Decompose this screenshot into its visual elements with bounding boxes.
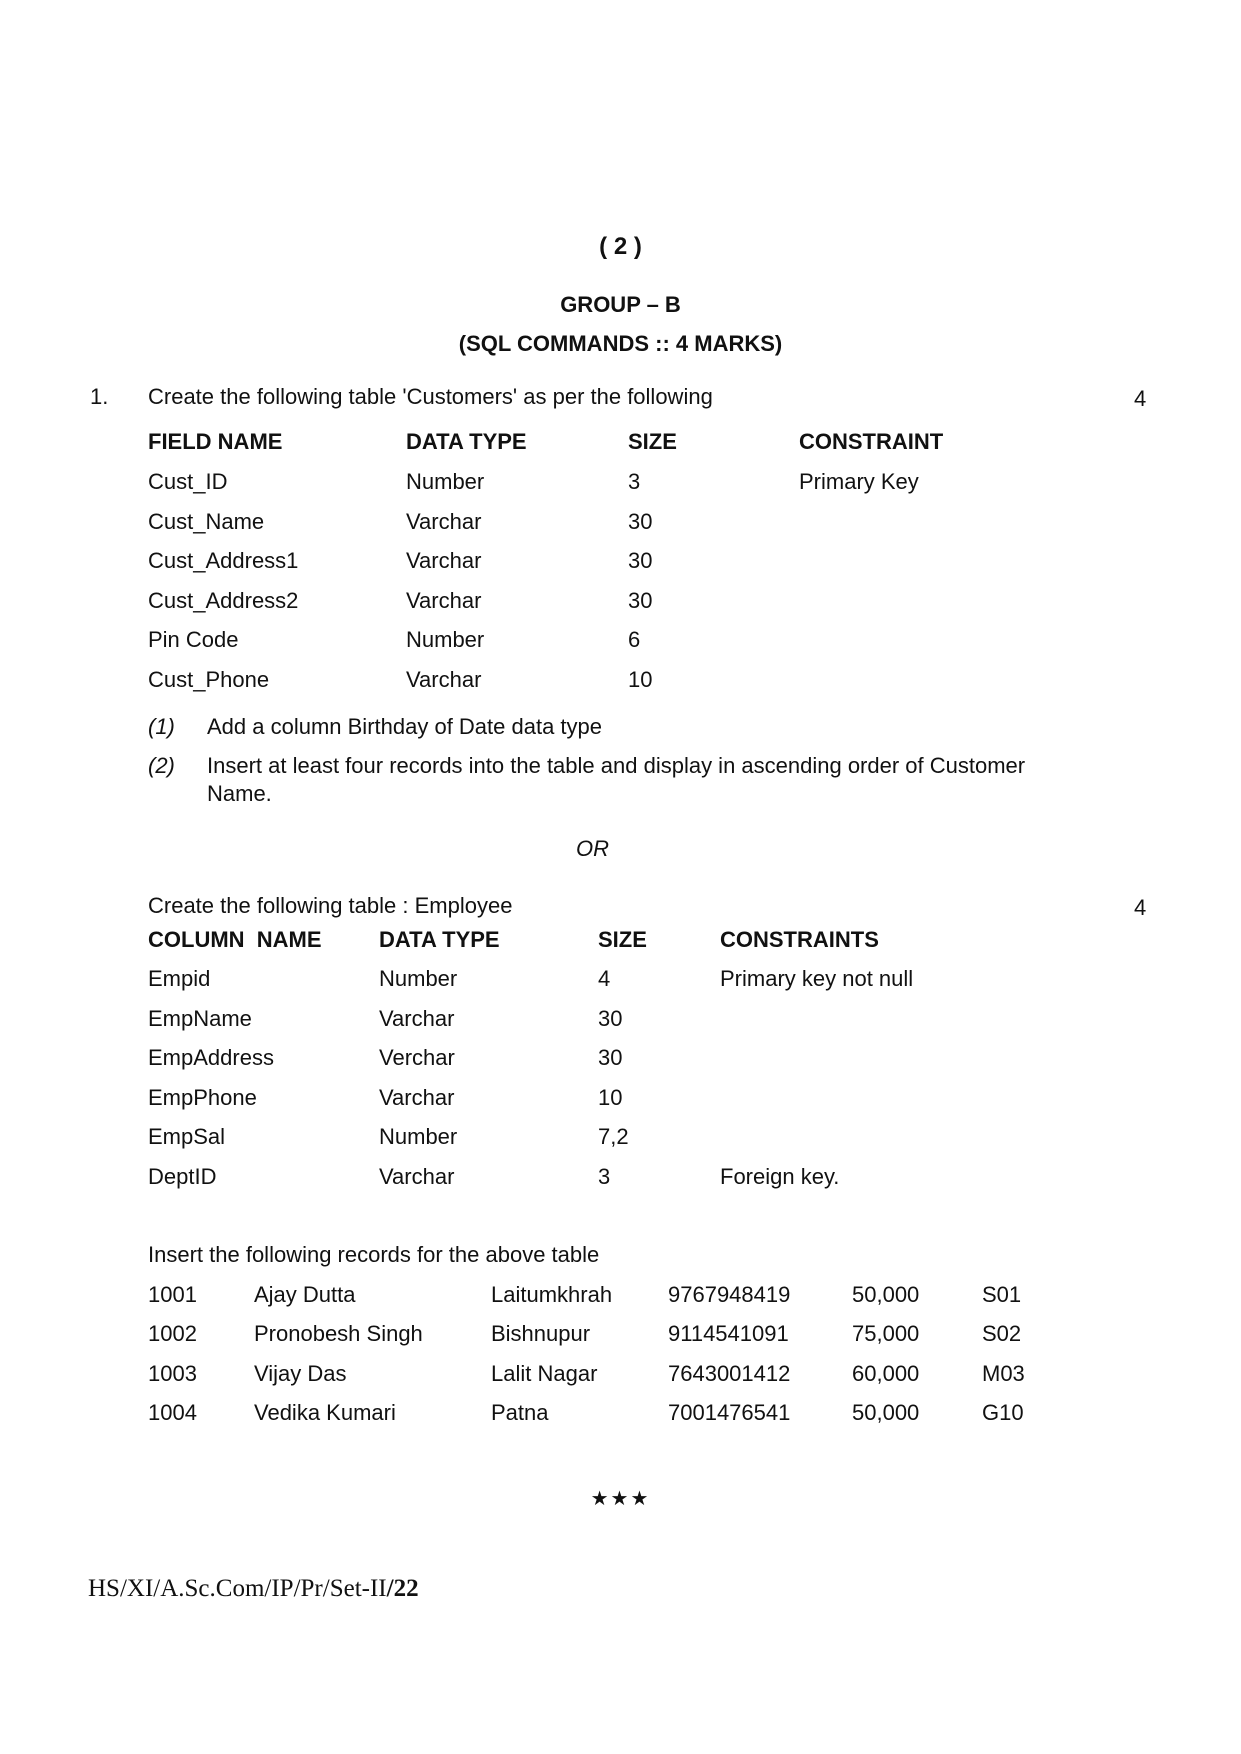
footer-code xyxy=(88,1575,419,1603)
table-header: DATA TYPE xyxy=(406,429,527,454)
table-cell: Primary key not null xyxy=(720,966,914,991)
table-header: SIZE xyxy=(628,429,677,454)
table-cell: 1003 xyxy=(148,1361,197,1386)
table-cell: Patna xyxy=(491,1400,549,1425)
table-cell: Empid xyxy=(148,966,211,991)
table-cell: 60,000 xyxy=(852,1361,920,1386)
table-cell: Lalit Nagar xyxy=(491,1361,598,1386)
table-cell: Varchar xyxy=(379,1164,455,1189)
table-cell: Number xyxy=(406,469,485,494)
table-header: CONSTRAINT xyxy=(799,429,944,454)
group-subtitle: (SQL COMMANDS :: 4 MARKS) xyxy=(458,331,783,356)
table-cell: Cust_ID xyxy=(148,469,228,494)
table-cell: 50,000 xyxy=(852,1282,920,1307)
subpart-label: (1) xyxy=(148,714,175,739)
table-cell: Verchar xyxy=(379,1045,455,1070)
table-cell: Number xyxy=(379,1124,458,1149)
alternative-question-text: Create the following table : Employee xyxy=(148,893,513,918)
table-cell: 9114541091 xyxy=(668,1321,789,1346)
table-cell: 30 xyxy=(598,1045,623,1070)
table-cell: Cust_Address2 xyxy=(148,588,299,613)
table-cell: EmpSal xyxy=(148,1124,226,1149)
table-cell: Pin Code xyxy=(148,627,239,652)
table-header: FIELD NAME xyxy=(148,429,283,454)
table-cell: 9767948419 xyxy=(668,1282,791,1307)
table-cell: Primary Key xyxy=(799,469,919,494)
table-cell: Number xyxy=(406,627,485,652)
table-cell: 7643001412 xyxy=(668,1361,791,1386)
table-cell: Ajay Dutta xyxy=(254,1282,356,1307)
table-cell: S02 xyxy=(982,1321,1022,1346)
or-separator: OR xyxy=(576,836,609,861)
page-number: ( 2 ) xyxy=(599,233,642,260)
table-header: DATA TYPE xyxy=(379,927,500,952)
footer-year: /22 xyxy=(386,1575,419,1602)
table-cell: DeptID xyxy=(148,1164,217,1189)
subpart-text: Add a column Birthday of Date data type xyxy=(207,714,603,739)
table-cell: EmpName xyxy=(148,1006,252,1031)
table-cell: 3 xyxy=(598,1164,611,1189)
table-cell: Bishnupur xyxy=(491,1321,591,1346)
table-cell: 7,2 xyxy=(598,1124,629,1149)
table-cell: 1001 xyxy=(148,1282,197,1307)
table-cell: 7001476541 xyxy=(668,1400,791,1425)
table-cell: 4 xyxy=(598,966,611,991)
group-title: GROUP – B xyxy=(560,292,681,317)
table-cell: Varchar xyxy=(406,548,482,573)
table-cell: Cust_Phone xyxy=(148,667,270,692)
table-cell: Cust_Name xyxy=(148,509,265,534)
table-cell: 1004 xyxy=(148,1400,197,1425)
table-cell: 30 xyxy=(598,1006,623,1031)
table-cell: 1002 xyxy=(148,1321,197,1346)
end-stars: ★★★ xyxy=(590,1488,651,1510)
table-cell: G10 xyxy=(982,1400,1024,1425)
table-cell: Vijay Das xyxy=(254,1361,347,1386)
table-cell: 30 xyxy=(628,588,653,613)
question-text: Create the following table 'Customers' as per the following xyxy=(148,384,713,409)
table-cell: Foreign key. xyxy=(720,1164,840,1189)
table-header: COLUMN NAME xyxy=(148,927,322,952)
table-cell: M03 xyxy=(982,1361,1025,1386)
question-number: 1. xyxy=(90,384,109,409)
table-cell: 10 xyxy=(598,1085,623,1110)
table-cell: 3 xyxy=(628,469,641,494)
table-cell: Varchar xyxy=(379,1085,455,1110)
question-marks: 4 xyxy=(1134,386,1147,411)
table-cell: Varchar xyxy=(406,509,482,534)
table-cell: EmpPhone xyxy=(148,1085,257,1110)
table-cell: EmpAddress xyxy=(148,1045,274,1070)
table-cell: 75,000 xyxy=(852,1321,920,1346)
subpart-text-continued: Name. xyxy=(207,781,272,806)
table-cell: S01 xyxy=(982,1282,1022,1307)
subpart-label: (2) xyxy=(148,753,175,778)
subpart-text: Insert at least four records into the table and display in ascending order of Customer xyxy=(207,753,1026,778)
table-cell: Vedika Kumari xyxy=(254,1400,396,1425)
table-cell: 50,000 xyxy=(852,1400,920,1425)
table-cell: Varchar xyxy=(379,1006,455,1031)
table-cell: Number xyxy=(379,966,458,991)
table-cell: Varchar xyxy=(406,588,482,613)
footer-code-text: HS/XI/A.Sc.Com/IP/Pr/Set-II xyxy=(88,1575,387,1602)
table-cell: 6 xyxy=(628,627,641,652)
table-cell: Pronobesh Singh xyxy=(254,1321,423,1346)
table-cell: 30 xyxy=(628,509,653,534)
table-cell: Laitumkhrah xyxy=(491,1282,613,1307)
table-cell: Cust_Address1 xyxy=(148,548,299,573)
records-intro: Insert the following records for the above table xyxy=(148,1242,600,1267)
table-cell: 10 xyxy=(628,667,653,692)
table-header: CONSTRAINTS xyxy=(720,927,879,952)
table-cell: Varchar xyxy=(406,667,482,692)
alternative-marks: 4 xyxy=(1134,895,1147,920)
table-cell: 30 xyxy=(628,548,653,573)
table-header: SIZE xyxy=(598,927,647,952)
